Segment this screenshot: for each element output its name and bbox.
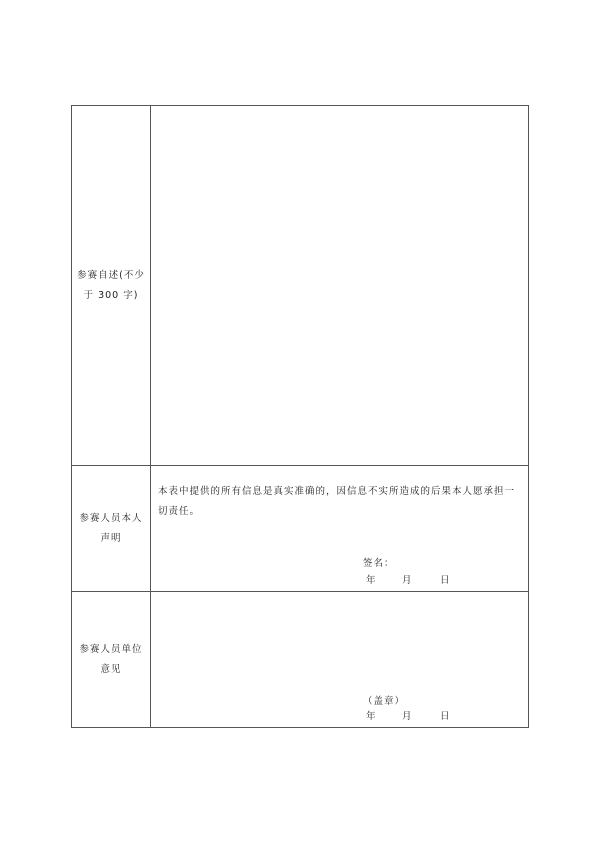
- opinion-month-label: 月: [402, 711, 412, 722]
- declaration-row: [72, 466, 529, 592]
- self-statement-input-area[interactable]: [151, 106, 529, 466]
- self-statement-label-line1: 参赛自述(不少: [77, 269, 145, 281]
- declaration-content-cell[interactable]: [151, 466, 529, 592]
- self-statement-label-line2: 于 300 字): [83, 289, 139, 301]
- registration-form-table: [71, 105, 529, 728]
- unit-opinion-label-line2: 意见: [100, 663, 122, 675]
- opinion-year-label: 年: [366, 711, 376, 722]
- declaration-label-cell: [72, 466, 151, 592]
- self-statement-label-cell: [72, 106, 151, 466]
- self-statement-row: [72, 106, 529, 466]
- stamp-label: （盖章）: [363, 696, 406, 707]
- opinion-day-label: 日: [440, 711, 450, 722]
- unit-opinion-row: [72, 592, 529, 728]
- declaration-label-line1: 参赛人员本人: [79, 512, 143, 524]
- declaration-label-line2: 声明: [100, 532, 122, 544]
- declaration-year-label: 年: [366, 575, 376, 586]
- declaration-text: 本表中提供的所有信息是真实准确的，因信息不实所造成的后果本人愿承担一切责任。: [158, 486, 516, 517]
- unit-opinion-label-cell: [72, 592, 151, 728]
- declaration-month-label: 月: [402, 575, 412, 586]
- unit-opinion-label-line1: 参赛人员单位: [79, 643, 143, 655]
- declaration-day-label: 日: [440, 575, 450, 586]
- unit-opinion-content-cell[interactable]: [151, 592, 529, 728]
- signature-label: 签名：: [363, 558, 395, 569]
